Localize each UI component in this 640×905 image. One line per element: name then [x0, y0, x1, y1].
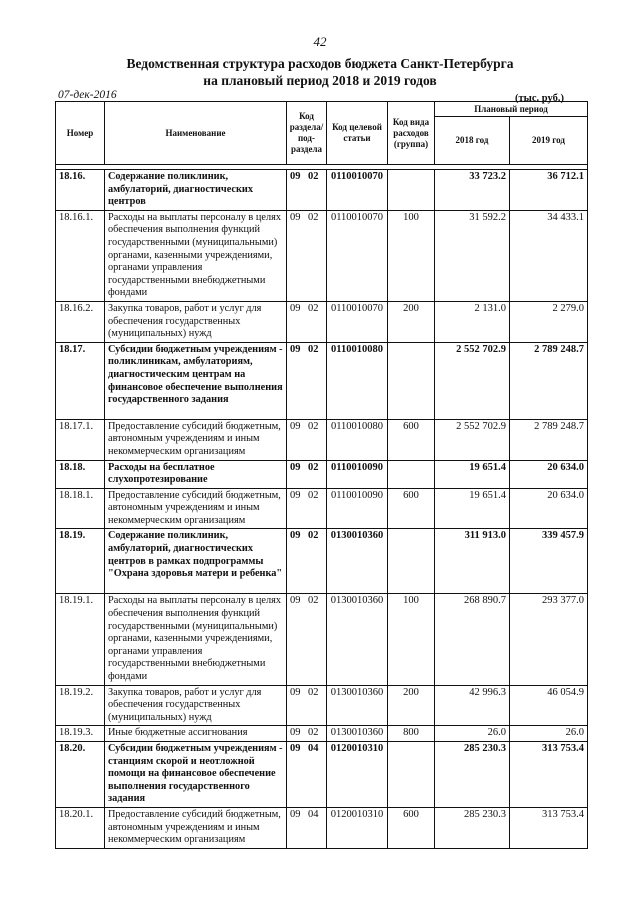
row-exp-type: 800: [388, 726, 435, 742]
row-target: 0130010360: [327, 594, 388, 685]
row-2018: 285 230.3: [435, 742, 510, 808]
section-code: 09: [290, 489, 301, 501]
row-number: 18.20.: [56, 742, 105, 808]
row-exp-type: [388, 529, 435, 594]
section-code: 09: [290, 530, 301, 542]
row-2018: 33 723.2: [435, 170, 510, 211]
row-section: [287, 685, 327, 726]
row-target: 0110010080: [327, 342, 388, 419]
subsection-code: 02: [308, 302, 319, 314]
row-number: 18.19.2.: [56, 685, 105, 726]
row-name: Содержание поликлиник, амбулаторий, диагностических центров в рамках подпрограммы "Охрана здоровья матери и ребенка": [105, 529, 287, 594]
row-target: 0110010090: [327, 460, 388, 488]
title-line-2: на плановый период 2018 и 2019 годов: [203, 73, 437, 88]
row-2019: 339 457.9: [510, 529, 588, 594]
row-name: Предоставление субсидий бюджетным, автономным учреждениям и иным некоммерческим организациям: [105, 488, 287, 529]
row-number: 18.17.1.: [56, 419, 105, 460]
row-section: [287, 419, 327, 460]
row-name: Предоставление субсидий бюджетным, автономным учреждениям и иным некоммерческим организациям: [105, 807, 287, 848]
section-code: 09: [290, 727, 301, 739]
row-2018: 2 552 702.9: [435, 342, 510, 419]
row-number: 18.18.1.: [56, 488, 105, 529]
row-number: 18.17.: [56, 342, 105, 419]
row-number: 18.18.: [56, 460, 105, 488]
row-target: 0110010070: [327, 301, 388, 342]
budget-table: [55, 101, 588, 849]
row-section: [287, 529, 327, 594]
row-number: 18.19.: [56, 529, 105, 594]
table-row: [56, 685, 588, 726]
section-code: 09: [290, 595, 301, 607]
row-exp-type: [388, 460, 435, 488]
row-number: 18.16.1.: [56, 210, 105, 301]
row-2019: 2 789 248.7: [510, 419, 588, 460]
section-code: 09: [290, 743, 301, 754]
row-2019: 36 712.1: [510, 170, 588, 211]
row-2018: 42 996.3: [435, 685, 510, 726]
row-section: [287, 210, 327, 301]
row-name: Закупка товаров, работ и услуг для обеспечения государственных (муниципальных) нужд: [105, 685, 287, 726]
row-2019: 293 377.0: [510, 594, 588, 685]
section-code: 09: [290, 302, 301, 314]
subsection-code: 02: [308, 420, 319, 432]
subsection-code: 02: [308, 171, 319, 182]
row-target: 0130010360: [327, 685, 388, 726]
table-row: [56, 807, 588, 848]
section-code: 09: [290, 461, 301, 473]
table-row: [56, 742, 588, 808]
document-title: [0, 55, 640, 89]
row-target: 0130010360: [327, 726, 388, 742]
row-target: 0110010070: [327, 170, 388, 211]
section-code: 09: [290, 420, 301, 432]
header-name: Наименование: [105, 102, 287, 165]
row-section: [287, 594, 327, 685]
row-section: [287, 301, 327, 342]
row-2018: 26.0: [435, 726, 510, 742]
row-2018: 2 131.0: [435, 301, 510, 342]
document-date: 07-дек-2016: [58, 89, 117, 101]
subsection-code: 02: [308, 686, 319, 698]
row-exp-type: [388, 742, 435, 808]
page-number: 42: [313, 34, 327, 49]
row-2019: 46 054.9: [510, 685, 588, 726]
row-number: 18.20.1.: [56, 807, 105, 848]
row-exp-type: [388, 342, 435, 419]
table-row: [56, 170, 588, 211]
table-row: [56, 301, 588, 342]
header-planned: Плановый период: [435, 102, 588, 117]
section-code: 09: [290, 211, 301, 223]
row-section: [287, 170, 327, 211]
table-row: [56, 529, 588, 594]
table-row: [56, 342, 588, 419]
units-label: (тыс. руб.): [515, 93, 564, 104]
row-2019: 20 634.0: [510, 460, 588, 488]
table-row: [56, 419, 588, 460]
row-2019: 2 789 248.7: [510, 342, 588, 419]
row-target: 0110010090: [327, 488, 388, 529]
subsection-code: 02: [308, 489, 319, 501]
row-2018: 2 552 702.9: [435, 419, 510, 460]
row-target: 0110010080: [327, 419, 388, 460]
subsection-code: 02: [308, 461, 319, 473]
row-exp-type: 100: [388, 210, 435, 301]
header-number: Номер: [56, 102, 105, 165]
row-exp-type: [388, 170, 435, 211]
subsection-code: 04: [308, 743, 319, 754]
row-name: Расходы на выплаты персоналу в целях обеспечения выполнения функций государственными (муниципальными) органами, казенными учреждениями, органами управления государственными внебюджетными фондами: [105, 594, 287, 685]
row-name: Расходы на выплаты персоналу в целях обеспечения выполнения функций государственными (муниципальными) органами, казенными учреждениями, органами управления государственными внебюджетными фондами: [105, 210, 287, 301]
row-exp-type: 600: [388, 419, 435, 460]
subsection-code: 02: [308, 211, 319, 223]
title-line-1: Ведомственная структура расходов бюджета Санкт-Петербурга: [126, 56, 514, 71]
row-2019: 34 433.1: [510, 210, 588, 301]
subsection-code: 04: [308, 808, 319, 820]
row-target: 0130010360: [327, 529, 388, 594]
table-row: [56, 594, 588, 685]
row-target: 0120010310: [327, 807, 388, 848]
row-exp-type: 100: [388, 594, 435, 685]
row-2019: 26.0: [510, 726, 588, 742]
row-2018: 31 592.2: [435, 210, 510, 301]
row-section: [287, 726, 327, 742]
subsection-code: 02: [308, 595, 319, 607]
row-exp-type: 600: [388, 807, 435, 848]
row-2018: 268 890.7: [435, 594, 510, 685]
row-target: 0110010070: [327, 210, 388, 301]
table-row: [56, 460, 588, 488]
row-number: 18.19.3.: [56, 726, 105, 742]
section-code: 09: [290, 171, 301, 182]
row-section: [287, 460, 327, 488]
row-name: Субсидии бюджетным учреждениям - поликлиникам, амбулаториям, диагностическим центрам на финансовое обеспечение выполнения государственного задания: [105, 342, 287, 419]
row-exp-type: 600: [388, 488, 435, 529]
row-name: Иные бюджетные ассигнования: [105, 726, 287, 742]
row-2019: 20 634.0: [510, 488, 588, 529]
row-name: Предоставление субсидий бюджетным, автономным учреждениям и иным некоммерческим организациям: [105, 419, 287, 460]
row-2019: 313 753.4: [510, 742, 588, 808]
row-name: Содержание поликлиник, амбулаторий, диагностических центров: [105, 170, 287, 211]
header-target: Код целевой статьи: [327, 102, 388, 165]
header-exp-type: Код вида расходов (группа): [388, 102, 435, 165]
row-2018: 19 651.4: [435, 488, 510, 529]
row-2019: 313 753.4: [510, 807, 588, 848]
header-section: Код раздела/ под-раздела: [287, 102, 327, 165]
row-number: 18.19.1.: [56, 594, 105, 685]
row-name: Закупка товаров, работ и услуг для обеспечения государственных (муниципальных) нужд: [105, 301, 287, 342]
subsection-code: 02: [308, 343, 319, 355]
row-section: [287, 742, 327, 808]
row-target: 0120010310: [327, 742, 388, 808]
row-2018: 19 651.4: [435, 460, 510, 488]
header-2018: 2018 год: [435, 117, 510, 165]
section-code: 09: [290, 343, 301, 355]
row-name: Расходы на бесплатное слухопротезирование: [105, 460, 287, 488]
row-section: [287, 342, 327, 419]
subsection-code: 02: [308, 530, 319, 542]
row-section: [287, 488, 327, 529]
subsection-code: 02: [308, 727, 319, 739]
row-2019: 2 279.0: [510, 301, 588, 342]
table-row: [56, 488, 588, 529]
row-2018: 285 230.3: [435, 807, 510, 848]
row-name: Субсидии бюджетным учреждениям - станциям скорой и неотложной помощи на финансовое обеспечение выполнения государственного задания: [105, 742, 287, 808]
row-2018: 311 913.0: [435, 529, 510, 594]
row-number: 18.16.: [56, 170, 105, 211]
row-section: [287, 807, 327, 848]
section-code: 09: [290, 808, 301, 820]
section-code: 09: [290, 686, 301, 698]
row-exp-type: 200: [388, 301, 435, 342]
header-2019: 2019 год: [510, 117, 588, 165]
table-row: [56, 210, 588, 301]
row-number: 18.16.2.: [56, 301, 105, 342]
table-row: [56, 726, 588, 742]
row-exp-type: 200: [388, 685, 435, 726]
